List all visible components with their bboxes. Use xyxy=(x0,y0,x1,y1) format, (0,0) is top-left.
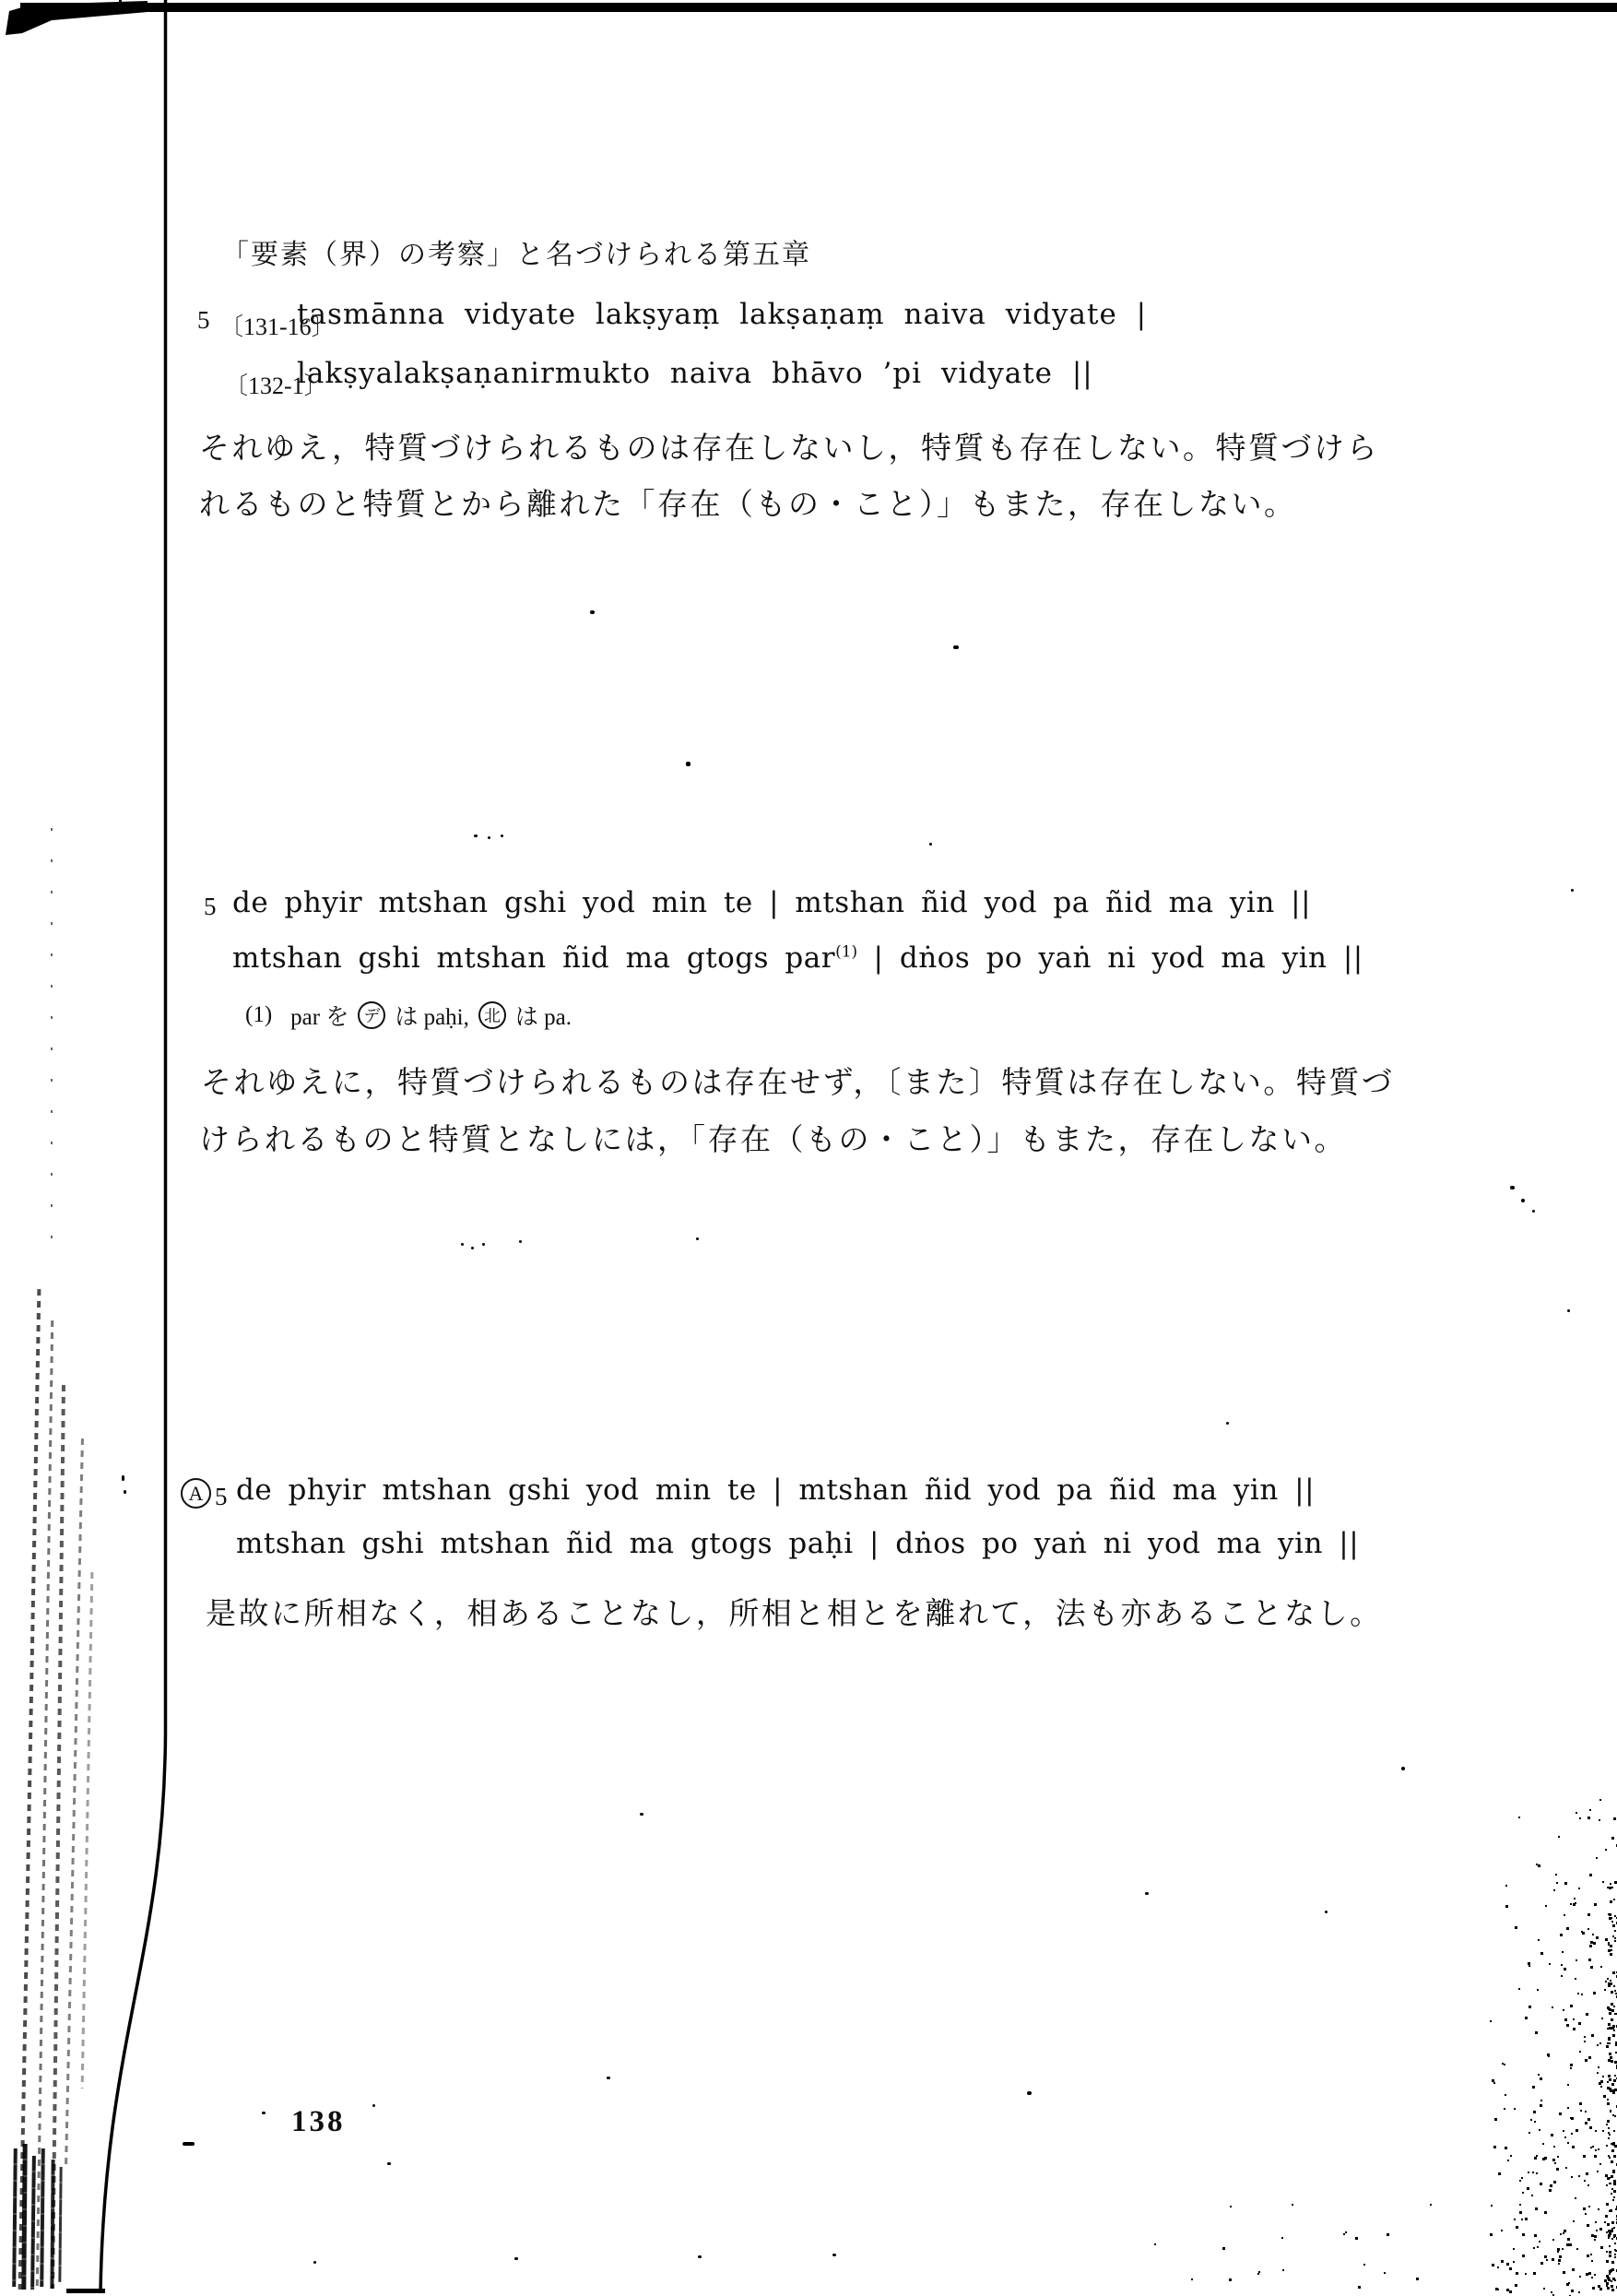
footnote-marker: (1) xyxy=(245,1002,273,1027)
sanskrit-translation-line2: れるものと特質とから離れた「存在（もの・こと）」もまた，存在しない。 xyxy=(199,489,1297,522)
page-number: 138 xyxy=(291,2105,346,2138)
binding-streak xyxy=(58,2167,62,2282)
variant-translation: 是故に所相なく，相あることなし，所相と相とを離れて，法も亦あることなし。 xyxy=(206,1598,1383,1631)
tibetan-line2-text-after: | dṅos po yaṅ ni yod ma yin || xyxy=(857,941,1363,975)
tibetan-translation-line2: けられるものと特質となしには，「存在（もの・こと）」もまた，存在しない。 xyxy=(199,1124,1347,1157)
tibetan-line2 xyxy=(232,941,1363,975)
sanskrit-line2-reference: 〔132-1〕 xyxy=(224,373,328,399)
derge-edition-icon: デ xyxy=(358,1001,385,1029)
variant-line1: de phyir mtshan gshi yod min te | mtshan ñid yod pa ñid ma yin || xyxy=(236,1473,1316,1507)
binding-streak xyxy=(81,1572,94,2089)
binding-streak xyxy=(30,2156,36,2290)
binding-streak xyxy=(40,2148,45,2287)
variant-verse-number: 5 xyxy=(215,1483,228,1510)
chapter-heading: 「要素（界）の考察」と名づけられる第五章 xyxy=(221,240,811,270)
sanskrit-line2: lakṣyalakṣaṇanirmukto naiva bhāvo ’pi vidyate || xyxy=(297,357,1093,390)
peking-edition-icon: 北 xyxy=(478,1001,506,1029)
binding-streak xyxy=(51,828,53,1266)
variant-line2: mtshan gshi mtshan ñid ma gtogs paḥi | dṅos po yaṅ ni yod ma yin || xyxy=(236,1527,1360,1560)
tibetan-line2-text: mtshan gshi mtshan ñid ma gtogs par xyxy=(232,941,836,975)
binding-streak xyxy=(51,1385,65,2289)
footnote-text: は paḥi, xyxy=(395,1005,469,1030)
binding-streak xyxy=(21,2144,27,2290)
tibetan-verse-number: 5 xyxy=(204,893,217,920)
tibetan-line1: de phyir mtshan gshi yod min te | mtshan ñid yod pa ñid ma yin || xyxy=(232,886,1312,919)
footnote-reference: (1) xyxy=(835,942,858,962)
sanskrit-line1-reference: 〔131-16〕 xyxy=(219,314,336,340)
binding-streak xyxy=(12,2148,18,2287)
circled-a-mark: A xyxy=(181,1478,211,1509)
sanskrit-translation-line1: それゆえ，特質づけられるものは存在しないし，特質も存在しない。特質づけら xyxy=(199,432,1379,466)
footnote-text: は pa. xyxy=(514,1005,572,1030)
footnote xyxy=(245,999,572,1032)
sanskrit-line1: tasmānna vidyate lakṣyaṃ lakṣaṇaṃ naiva vidyate | xyxy=(297,298,1148,331)
sanskrit-verse-number: 5 xyxy=(197,306,210,334)
footnote-text: par を xyxy=(290,1005,349,1030)
binding-streak xyxy=(36,1320,53,2289)
tibetan-translation-line1: それゆえに，特質づけられるものは存在せず，〔また〕特質は存在しない。特質づ xyxy=(201,1067,1395,1100)
